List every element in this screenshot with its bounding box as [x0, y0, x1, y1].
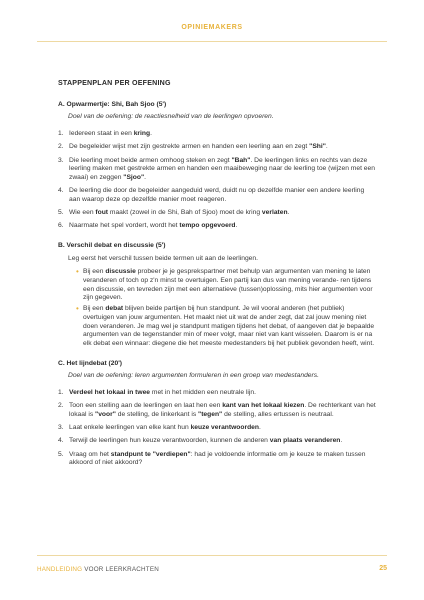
bold-text: Verdeel het lokaal in twee — [69, 389, 151, 397]
text-run: : had je voldoende informatie om je keuze te maken tussen akkoord of niet akkoord? — [69, 450, 366, 467]
text-run: Die leerling moet beide armen omhoog steken en zegt — [69, 156, 232, 164]
step-number: 2. — [58, 402, 64, 410]
section-heading: A. Opwarmertje: Shi, Bah Sjoo (5') — [58, 100, 167, 108]
step-number: 1. — [58, 130, 64, 138]
section-intro: Leg eerst het verschil tussen beide termen uit aan de leerlingen. — [68, 254, 258, 262]
text-run: Toon een stelling aan de leerlingen en laat hen een — [69, 402, 223, 410]
sections — [58, 101, 376, 468]
text-run: . — [144, 173, 146, 181]
text-run: . De rechterkant van het lokaal is — [69, 402, 376, 418]
text-run: Terwijl de leerlingen hun keuze verantwoorden, kunnen de anderen — [69, 437, 270, 445]
step-item — [58, 437, 376, 446]
text-run: de stelling, de linkerkant is — [115, 410, 199, 418]
step-number: 2. — [58, 143, 64, 151]
main-heading: STAPPENPLAN PER OEFENING — [58, 79, 171, 87]
step-item — [58, 424, 376, 433]
text-run: Vraag om het — [69, 450, 111, 458]
text-run: . — [235, 222, 238, 230]
text-run: De leerling die door de begeleider aangeduid werd, duidt nu op dezelfde manier een andere leerling aan waarop deze op dezelfde manier moet reageren. — [69, 187, 365, 203]
footer-divider — [37, 555, 387, 556]
step-number: 5. — [58, 450, 64, 458]
text-run: . — [287, 209, 290, 217]
text-run: . — [325, 143, 328, 151]
step-item — [58, 130, 376, 139]
bold-text: verlaten — [261, 209, 288, 217]
bullet-item — [58, 268, 376, 303]
footer-label-part-a: HANDLEIDING — [37, 566, 83, 573]
bullet-item — [58, 305, 376, 349]
text-run: blijven beide partijen bij hun standpunt. Je wil vooral anderen (het publiek) overtuigen van jouw argumenten. Het maakt niet uit wat de ander zegt, dat zal jouw mening niet doen veranderen. Je mag wel je standpunt matigen tijdens het debat, of aangeven dat je bepaalde argumenten van de tegenstander min of meer volgt, maar niet van kant wisselen. Daarom is er na elk debat een winnaar: diegene die het meeste medestanders bij het publiek gevonden heeft, wint. — [83, 305, 375, 347]
bold-text: keuze verantwoorden — [190, 424, 259, 432]
text-run: Iedereen staat in een — [69, 130, 134, 138]
page-number: 25 — [379, 565, 387, 572]
footer-label — [37, 566, 159, 573]
text-run: maakt (zowel in de Shi, Bah of Sjoo) moet de kring — [108, 209, 262, 217]
page-header-title: OPINIEMAKERS — [181, 24, 243, 31]
bold-text: van plaats veranderen — [269, 437, 341, 445]
text-run: de stelling, alles ertussen is neutraal. — [222, 410, 334, 418]
step-number: 1. — [58, 389, 64, 397]
text-run: Bij een — [83, 268, 106, 276]
section — [58, 360, 376, 468]
header-divider — [37, 41, 387, 42]
bullet-dot-icon: • — [76, 304, 79, 314]
footer-label-part-b: VOOR LEERKRACHTEN — [82, 566, 159, 573]
bold-text: kant van het lokaal kiezen — [222, 402, 305, 410]
page-content — [58, 79, 376, 479]
step-number: 4. — [58, 437, 64, 445]
text-run: . — [258, 424, 261, 432]
step-number: 4. — [58, 187, 64, 195]
bold-text: "Shi" — [309, 143, 326, 151]
text-run: . De leerlingen links en rechts van deze leerling maken met gestrekte armen en handen een maaibeweging naar de leerling toe (wijzen met een zwaai) en zeggen — [69, 156, 375, 181]
text-run: Bij een — [83, 305, 106, 313]
steps-list — [58, 130, 376, 231]
text-run: . — [150, 130, 152, 138]
step-item — [58, 157, 376, 183]
steps-list — [58, 389, 376, 468]
step-item — [58, 209, 376, 218]
text-run: Naarmate het spel vordert, wordt het — [69, 222, 180, 230]
bold-text: "Bah" — [231, 156, 251, 164]
text-run: probeer je je gesprekspartner met behulp van argumenten van mening te laten veranderen of toch op z'n minst te overtuigen. Een partij kan dus van mening verande- ren tijdens een discussie, en tevreden zijn met een alternatieve (tussen)oplossing, mits hier argumenten voor zijn gegeven. — [83, 268, 373, 302]
text-run: Laat enkele leerlingen van elke kant hun — [69, 424, 191, 432]
section-heading: C. Het lijndebat (20') — [58, 359, 123, 367]
text-run: Wie een — [69, 209, 96, 217]
bold-text: "tegen" — [198, 410, 223, 418]
step-item — [58, 389, 376, 398]
bold-text: discussie — [105, 268, 136, 276]
section-goal: Doel van de oefening: de reactiesnelheid van de leerlingen opvoeren. — [68, 113, 274, 121]
bold-text: standpunt te "verdiepen" — [110, 450, 191, 458]
section-goal: Doel van de oefening: leren argumenten formuleren in een groep van medestanders. — [68, 372, 319, 380]
text-run: De begeleider wijst met zijn gestrekte armen en handen een leerling aan en zegt — [69, 143, 310, 151]
bold-text: fout — [95, 209, 109, 217]
bold-text: "Sjoo" — [123, 173, 145, 181]
bold-text: tempo opgevoerd — [179, 222, 236, 230]
bullet-list — [58, 268, 376, 348]
step-number: 5. — [58, 209, 64, 217]
step-item — [58, 187, 376, 204]
step-number: 3. — [58, 424, 64, 432]
step-item — [58, 222, 376, 231]
text-run: met in het midden een neutrale lijn. — [150, 389, 256, 397]
bullet-dot-icon: • — [76, 267, 79, 277]
step-number: 3. — [58, 156, 64, 164]
step-number: 6. — [58, 222, 64, 230]
step-item — [58, 451, 376, 468]
bold-text: kring — [133, 130, 151, 138]
step-item — [58, 143, 376, 152]
section — [58, 242, 376, 349]
text-run: . — [340, 437, 343, 445]
step-item — [58, 402, 376, 419]
bold-text: debat — [105, 305, 124, 313]
section — [58, 101, 376, 231]
section-heading: B. Verschil debat en discussie (5') — [58, 241, 166, 249]
bold-text: "voor" — [95, 410, 116, 418]
